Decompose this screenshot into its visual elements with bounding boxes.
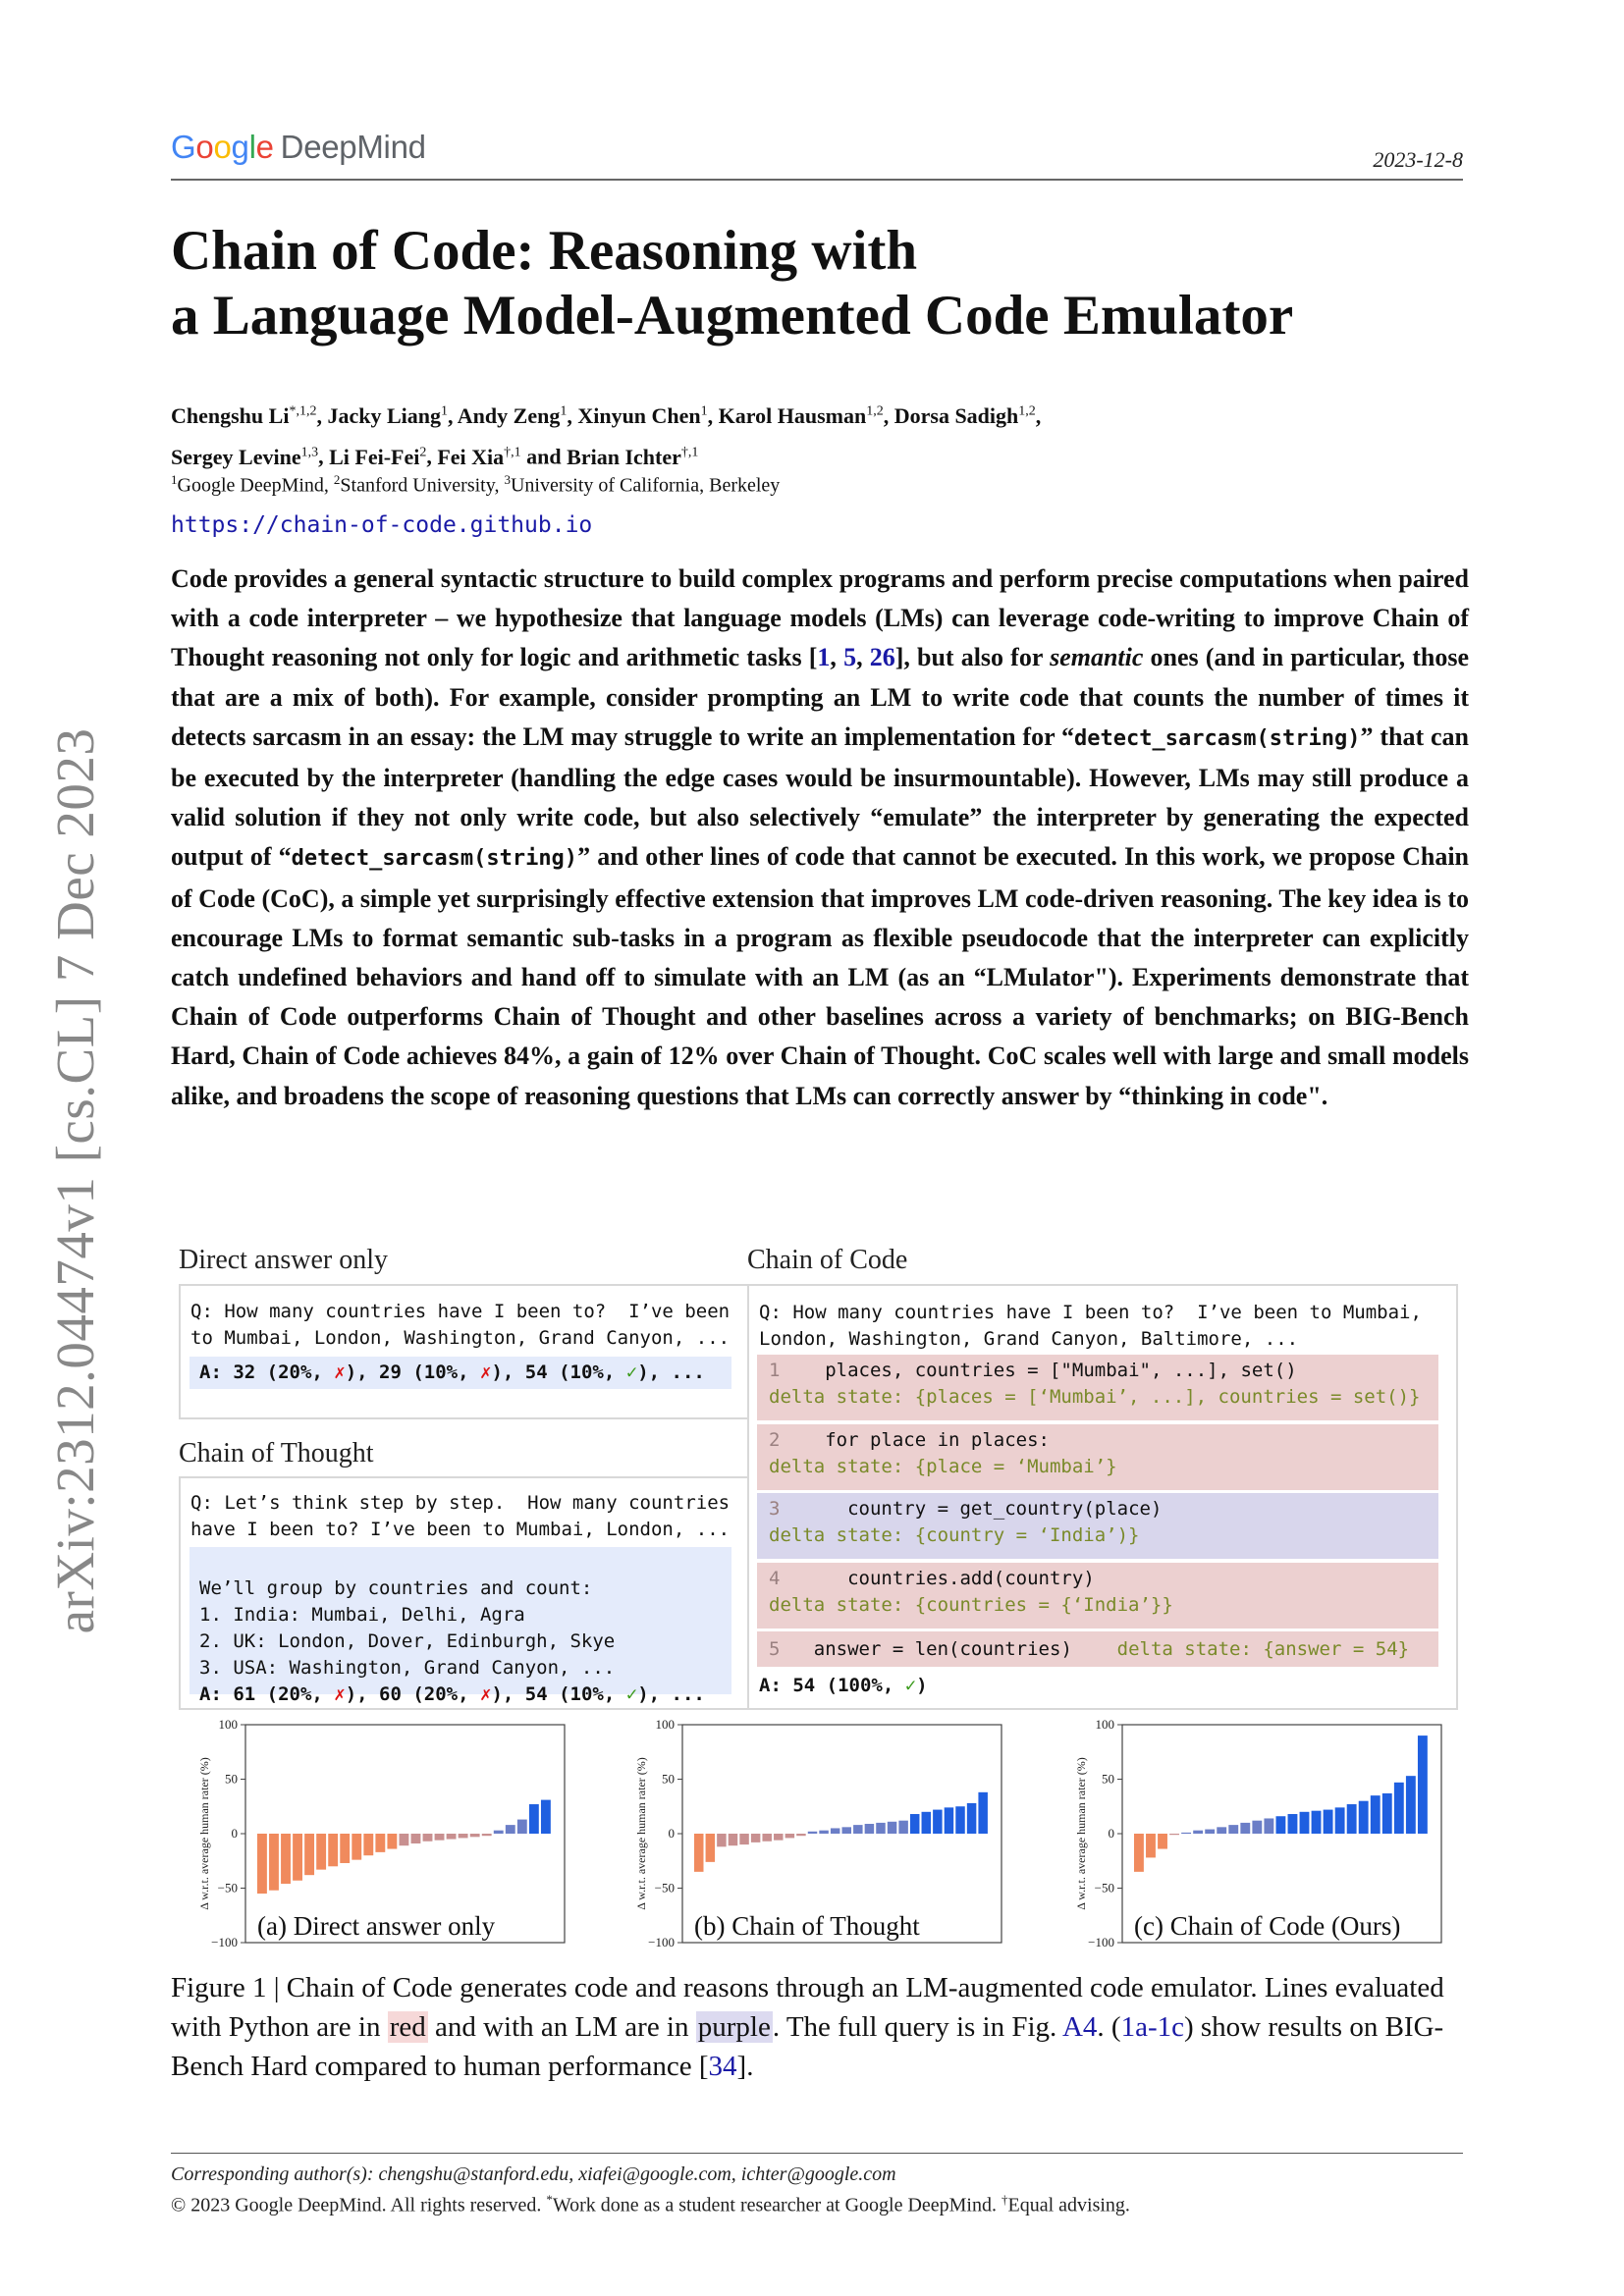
bar (257, 1834, 267, 1894)
y-tick-label: 50 (662, 1771, 675, 1787)
cot-answer-line: A: 61 (20%, ✗), 60 (20%, ✗), 54 (10%, ✓), ... (199, 1683, 705, 1705)
bar (739, 1834, 748, 1844)
bar (1406, 1776, 1416, 1834)
subfigure-label: (a) Direct answer only (257, 1911, 496, 1941)
citation-link[interactable]: 1 (817, 643, 831, 672)
cot-reasoning-block (189, 1547, 731, 1705)
bar (1193, 1831, 1203, 1834)
bar (1181, 1833, 1191, 1834)
coc-step-5: 5 answer = len(countries) delta state: {answer = 54} (757, 1631, 1438, 1667)
author: Andy Zeng$^1$ (457, 403, 568, 429)
bar (328, 1834, 338, 1866)
subfigure-label: (c) Chain of Code (Ours) (1134, 1911, 1401, 1941)
header-rule (171, 179, 1463, 181)
author: Jacky Liang$^1$ (327, 403, 448, 429)
bar (706, 1834, 715, 1862)
y-tick-label: 100 (1095, 1717, 1114, 1732)
bar (482, 1834, 492, 1836)
bar (955, 1806, 964, 1834)
bar (541, 1800, 551, 1834)
y-tick-label: 0 (231, 1826, 238, 1841)
bar (1359, 1801, 1369, 1834)
direct-answer-label: Direct answer only (179, 1245, 389, 1275)
author: Xinyun Chen$^1$ (577, 403, 708, 429)
bar (967, 1803, 976, 1834)
bar (293, 1834, 302, 1881)
bar (729, 1834, 737, 1845)
subfigure-ref-link[interactable]: 1a-1c (1120, 2011, 1184, 2043)
paper-date: 2023-12-8 (1373, 147, 1463, 172)
bar (529, 1804, 539, 1834)
author: Dorsa Sadigh$^{1,2}$ (893, 403, 1036, 429)
bar (945, 1807, 953, 1834)
chart-direct-answer (197, 1717, 565, 1949)
y-tick-label: 50 (1102, 1771, 1114, 1787)
figure-caption: Figure 1 | Chain of Code generates code and reasons through an LM-augmented code emulator. Lines evaluated with Python are in red and with an LM are in purple. The full query is in Fig. A4. (1a-1c) show results on BIG-Bench Hard compared to human performance [34]. (171, 1972, 1444, 2082)
coc-step-4: 4 countries.add(country) delta state: {countries = {‘India’}} (757, 1563, 1438, 1629)
corresponding-authors: Corresponding author(s): chengshu@stanford.edu, xiafei@google.com, ichter@google.com (171, 2163, 896, 2185)
bar (922, 1812, 931, 1834)
author: Sergey Levine$^{1,3}$ (171, 444, 319, 469)
author: Chengshu $Li^{*,1,2}$ (171, 403, 317, 429)
bar (447, 1834, 457, 1840)
y-tick-label: 100 (655, 1717, 675, 1732)
chain-of-code-label: Chain of Code (747, 1245, 908, 1275)
y-tick-label: −50 (654, 1880, 675, 1896)
direct-answer-panel (179, 1284, 750, 1419)
bar (459, 1834, 468, 1838)
author-list: Chengshu $Li^{*,1,2}$, Jacky Liang$^1$, Andy Zeng$^1$, Xinyun Chen$^1$, Karol Hausman$^{1,2}$, Dorsa Sadigh$^{1,2}$, Sergey Levine$^{1,3}$, Li Fei-Fei$^2$, Fei Xia$^{\dagger,1}$ and Brian Ichter$^{\dagger,1}$ (171, 403, 1042, 469)
cot-line: 3. USA: Washington, Grand Canyon, ... (199, 1657, 616, 1679)
bar (785, 1834, 794, 1838)
bar (751, 1834, 760, 1842)
bar (411, 1834, 421, 1843)
bar (1371, 1795, 1380, 1834)
figure-ref-link[interactable]: A4 (1061, 2011, 1098, 2043)
bar (853, 1825, 862, 1834)
bar (1228, 1825, 1238, 1834)
chart-chain-of-code (1074, 1717, 1441, 1949)
bar (808, 1832, 817, 1834)
google-deepmind-logo: Google DeepMind (171, 129, 426, 165)
author: Karol Hausman$^{1,2}$ (718, 403, 884, 429)
bar (363, 1834, 373, 1855)
direct-question-line: Q: How many countries have I been to? I’ve been (190, 1301, 731, 1322)
bar (694, 1834, 703, 1872)
y-tick-label: −100 (1088, 1935, 1114, 1949)
bar (1252, 1821, 1262, 1834)
bar (1347, 1804, 1357, 1834)
bar (1288, 1814, 1298, 1834)
bar (978, 1792, 987, 1834)
y-tick-label: 0 (668, 1826, 675, 1841)
copyright-note: © 2023 Google DeepMind. All rights reserved. *Work done as a student researcher at Google DeepMind. †Equal advising. (171, 2192, 1130, 2216)
bar (831, 1828, 839, 1834)
bar (1275, 1816, 1285, 1834)
bar (717, 1834, 726, 1846)
bar (269, 1834, 279, 1891)
bar (1335, 1807, 1345, 1834)
bar (796, 1834, 805, 1836)
results-charts (167, 1713, 1473, 1958)
affiliations: $^1$Google DeepMind, $^2$Stanford University, $^3$University of California, Berkeley (171, 472, 781, 497)
bar (340, 1834, 350, 1863)
bar (494, 1831, 504, 1834)
author: Fei Xia$^{\dagger,1}$ (437, 444, 521, 469)
cot-line: We’ll group by countries and count: (199, 1577, 593, 1599)
chain-of-thought-panel (179, 1476, 750, 1710)
bar (281, 1834, 291, 1884)
coc-question-line: Q: How many countries have I been to? I’ve been to Mumbai, (759, 1302, 1422, 1323)
coc-answer-line: A: 54 (100%, ✓) (759, 1675, 928, 1696)
bar (375, 1834, 385, 1852)
y-tick-label: −100 (211, 1935, 238, 1949)
bar (1217, 1827, 1226, 1834)
citation-link[interactable]: 34 (708, 2051, 737, 2082)
coc-step-1: 1 places, countries = ["Mumbai", ...], set() delta state: {places = [‘Mumbai’, ...], countries = set()} (757, 1355, 1438, 1420)
bar (1394, 1783, 1404, 1834)
subfigure-label: (b) Chain of Thought (694, 1911, 920, 1941)
bar (435, 1834, 445, 1841)
bar (1169, 1834, 1179, 1835)
y-tick-label: −50 (1094, 1880, 1114, 1896)
citation-link[interactable]: 5 (843, 643, 857, 672)
chain-of-thought-label: Chain of Thought (179, 1438, 374, 1468)
bar (1146, 1834, 1156, 1857)
caption-red-highlight: red (389, 2011, 426, 2043)
bar (1300, 1812, 1310, 1834)
bar (1240, 1823, 1250, 1834)
footer-rule (171, 2153, 1463, 2154)
bar (399, 1834, 408, 1845)
bar (1382, 1793, 1392, 1834)
bar (842, 1827, 851, 1834)
arxiv-identifier-stamp: arXiv:2312.04474v1 [cs.CL] 7 Dec 2023 (45, 727, 105, 1634)
bar (1324, 1810, 1333, 1834)
bar (910, 1814, 919, 1834)
y-tick-label: 50 (225, 1771, 238, 1787)
bar (762, 1834, 771, 1842)
caption-purple-highlight: purple (697, 2011, 771, 2043)
title-line-1: Chain of Code: Reasoning with (171, 220, 918, 282)
bar (1312, 1811, 1322, 1834)
bar (304, 1834, 314, 1875)
citation-link[interactable]: 26 (869, 643, 895, 672)
y-axis-label: Δ w.r.t. average human rater (%) (634, 1757, 648, 1910)
chart-chain-of-thought (634, 1717, 1001, 1949)
bar (387, 1834, 397, 1849)
bar (819, 1831, 828, 1834)
coc-step-2: 2 for place in places: delta state: {place = ‘Mumbai’} (757, 1424, 1438, 1490)
bar (876, 1823, 885, 1834)
bar (1205, 1830, 1215, 1834)
cot-question-line: have I been to? I’ve been to Mumbai, London, ... (190, 1519, 731, 1540)
bar (316, 1834, 326, 1870)
bar (423, 1834, 433, 1842)
bar (933, 1810, 942, 1834)
y-tick-label: 0 (1108, 1826, 1114, 1841)
y-tick-label: −100 (648, 1935, 675, 1949)
direct-answer-line: A: 32 (20%, ✗), 29 (10%, ✗), 54 (10%, ✓), ... (189, 1357, 731, 1389)
coc-step-3: 3 country = get_country(place) delta state: {country = ‘India’)} (757, 1493, 1438, 1559)
abstract: Code provides a general syntactic structure to build complex programs and perform precise computations when paired with a code interpreter – we hypothesize that language models (LMs) can leverage code-writing to improve Chain of Thought reasoning not only for logic and arithmetic tasks [1, 5, 26], but also for semantic ones (and in particular, those that are a mix of both). For example, consider prompting an LM to write code that counts the number of times it detects sarcasm in an essay: the LM may struggle to write an implementation for “detect_sarcasm(string)” that can be executed by the interpreter (handling the edge cases would be insurmountable). However, LMs may still produce a valid solution if they not only write code, but also selectively “emulate” the interpreter by generating the expected output of “detect_sarcasm(string)” and other lines of code that cannot be executed. In this work, we propose Chain of Code (CoC), a simple yet surprisingly effective extension that improves LM code-driven reasoning. The key idea is to encourage LMs to format semantic sub-tasks in a program as flexible pseudocode that the interpreter can explicitly catch undefined behaviors and hand off to simulate with an LM (as an “LMulator"). Experiments demonstrate that Chain of Code outperforms Chain of Thought and other baselines across a variety of benchmarks; on BIG-Bench Hard, Chain of Code achieves 84%, a gain of 12% over Chain of Thought. CoC scales well with large and small models alike, and broadens the scope of reasoning questions that LMs can correctly answer by “thinking in code". (171, 564, 1469, 1110)
bar (517, 1820, 527, 1834)
bar (1134, 1834, 1144, 1872)
bar (506, 1825, 515, 1834)
project-url-link[interactable]: https://chain-of-code.github.io (171, 512, 593, 538)
bar (1264, 1818, 1273, 1834)
cot-line: 1. India: Mumbai, Delhi, Agra (199, 1604, 525, 1626)
y-axis-label: Δ w.r.t. average human rater (%) (197, 1757, 211, 1910)
bar (898, 1821, 907, 1834)
author: Brian Ichter$^{\dagger,1}$ (567, 444, 699, 469)
title-line-2: a Language Model-Augmented Code Emulator (171, 285, 1294, 347)
bar (888, 1822, 896, 1834)
paper-title (171, 219, 1467, 348)
chain-of-code-panel (747, 1284, 1458, 1710)
y-tick-label: −50 (217, 1880, 238, 1896)
author: Li Fei-Fei$^2$ (329, 444, 427, 469)
bar (352, 1834, 361, 1860)
bar (1418, 1735, 1428, 1834)
cot-question-line: Q: Let’s think step by step. How many countries (190, 1492, 731, 1514)
direct-question-line: to Mumbai, London, Washington, Grand Canyon, ... (190, 1327, 731, 1349)
bar (1158, 1834, 1167, 1849)
bar (774, 1834, 783, 1841)
cot-line: 2. UK: London, Dover, Edinburgh, Skye (199, 1630, 616, 1652)
y-tick-label: 100 (218, 1717, 238, 1732)
coc-question-line: London, Washington, Grand Canyon, Baltimore, ... (759, 1328, 1299, 1350)
y-axis-label: Δ w.r.t. average human rater (%) (1074, 1757, 1088, 1910)
bar (865, 1824, 874, 1834)
bar (470, 1834, 480, 1837)
